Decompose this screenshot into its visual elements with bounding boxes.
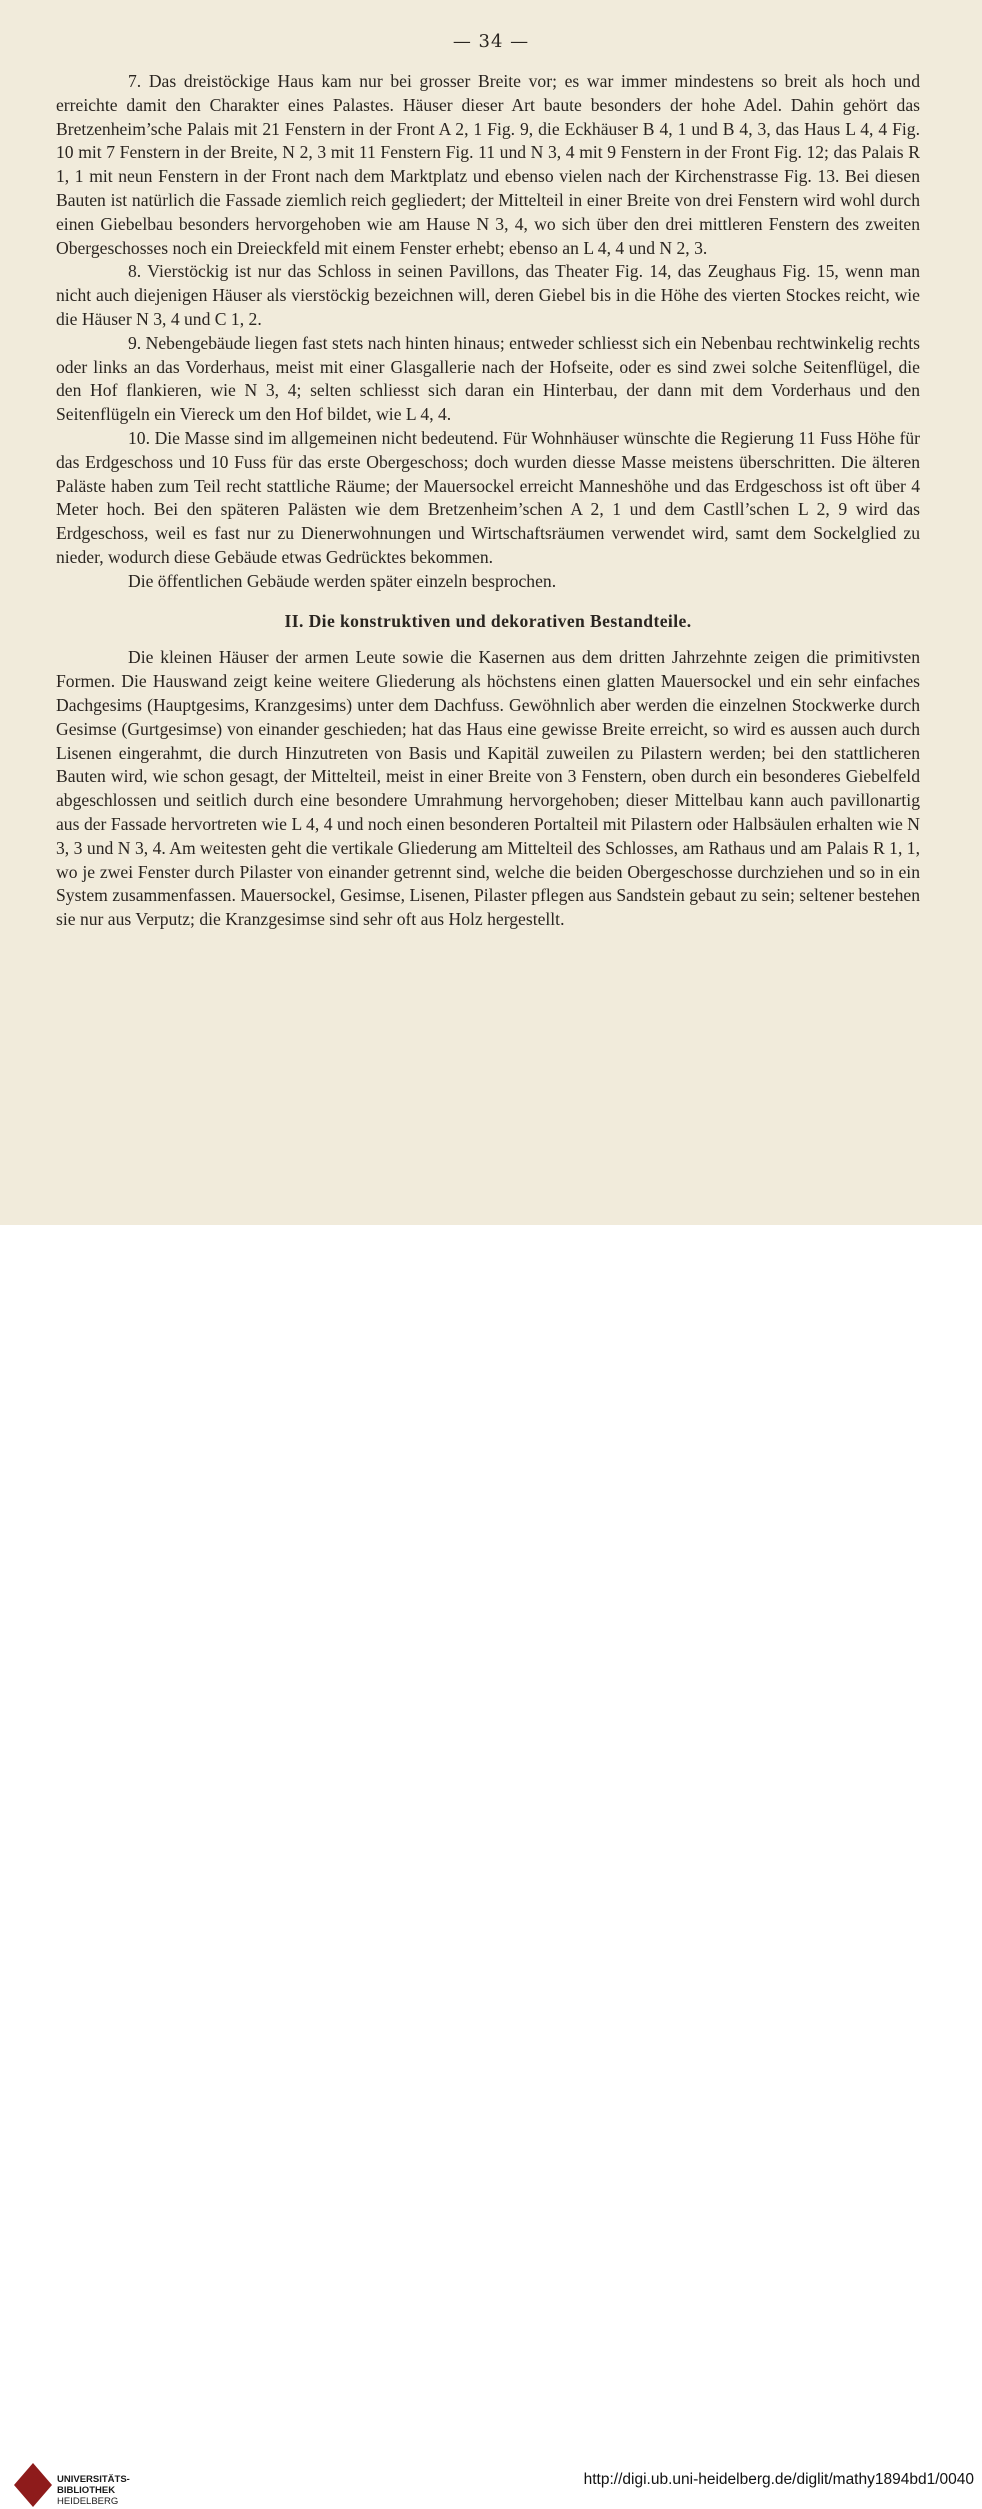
source-url-link[interactable]: http://digi.ub.uni-heidelberg.de/diglit/mathy1894bd1/0040	[583, 2471, 974, 2488]
body-text	[56, 70, 920, 932]
paragraph: 8. Vierstöckig ist nur das Schloss in seinen Pavillons, das Theater Fig. 14, das Zeughaus Fig. 15, wenn man nicht auch diejenigen Häuser als vierstöckig bezeichnen will, deren Giebel bis in die Höhe des vierten Stockes reicht, wie die Häuser N 3, 4 und C 1, 2.	[56, 261, 920, 329]
paragraph: 9. Nebengebäude liegen fast stets nach hinten hinaus; entweder schliesst sich ein Nebenbau rechtwinkelig rechts oder links an das Vorderhaus, meist mit einer Glasgallerie nach der Hofseite, oder es sind zwei solche Seitenflügel, die den Hof flankieren, wie N 3, 4; selten schliesst sich daran ein Hinterbau, der dann mit dem Vorderhaus und den Seitenflügeln ein Viereck um den Hof bildet, wie L 4, 4.	[56, 332, 920, 425]
library-logo-icon	[12, 2461, 54, 2509]
scanned-page	[0, 0, 982, 1225]
paragraph: 7. Das dreistöckige Haus kam nur bei grosser Breite vor; es war immer mindestens so breit als hoch und erreichte damit den Charakter eines Palastes. Häuser dieser Art baute besonders der hohe Adel. Dahin gehört das Bretzenheim’sche Palais mit 21 Fenstern in der Front A 2, 1 Fig. 9, die Eckhäuser B 4, 1 und B 4, 3, das Haus L 4, 4 Fig. 10 mit 7 Fenstern in der Breite, N 2, 3 mit 11 Fenstern Fig. 11 und N 3, 4 mit 9 Fenstern in der Front Fig. 12; das Palais R 1, 1 mit neun Fenstern in der Front nach dem Marktplatz und ebenso vielen nach der Kirchenstrasse Fig. 13. Bei diesen Bauten ist natürlich die Fassade ziemlich reich gegliedert; der Mittelteil in einer Breite von drei Fenstern wird wohl durch einen Giebelbau besonders hervorgehoben wie am Hause N 3, 4, wo sich über den drei mittleren Fenstern des zweiten Obergeschosses noch ein Dreieckfeld mit einem Fenster erhebt; ebenso an L 4, 4 und N 2, 3.	[56, 71, 920, 258]
paragraph: Die öffentlichen Gebäude werden später einzeln besprochen.	[128, 570, 557, 591]
section-heading: II. Die konstruktiven und dekorativen Bestandteile.	[284, 610, 692, 631]
paragraph: 10. Die Masse sind im allgemeinen nicht bedeutend. Für Wohnhäuser wünschte die Regierung 11 Fuss Höhe für das Erdgeschoss und 10 Fuss für das erste Obergeschoss; doch wurden diesse Masse meistens überschritten. Die älteren Paläste haben zum Teil recht stattliche Räume; der Mauersockel erreicht Manneshöhe und das Erdgeschoss ist oft über 4 Meter hoch. Bei den späteren Palästen wie dem Bretzenheim’schen A 2, 1 und dem Castll’schen L 2, 9 wird das Erdgeschoss, weil es fast nur zu Dienerwohnungen und Wirtschaftsräumen verwendet wird, samt dem Sockelglied zu nieder, wodurch diese Gebäude etwas Gedrücktes bekommen.	[56, 427, 920, 567]
library-name	[57, 2474, 130, 2507]
library-name-line: BIBLIOTHEK	[57, 2485, 116, 2496]
library-name-line: UNIVERSITÄTS-	[57, 2474, 130, 2485]
footer-bar	[0, 1225, 982, 2507]
page-number: — 34 —	[452, 31, 530, 52]
library-name-line: HEIDELBERG	[57, 2496, 119, 2507]
paragraph: Die kleinen Häuser der armen Leute sowie die Kasernen aus dem dritten Jahrzehnte zeigen die primitivsten Formen. Die Hauswand zeigt keine weitere Gliederung als höchstens einen glatten Mauersockel und ein sehr einfaches Dachgesims (Hauptgesims, Kranzgesims) unter dem Dachfuss. Gewöhnlich aber werden die einzelnen Stockwerke durch Gesimse (Gurtgesimse) von einander geschieden; hat das Haus eine gewisse Breite erreicht, so wird es aussen auch durch Lisenen eingerahmt, die durch Hinzutreten von Basis und Kapitäl zuweilen zu Pilastern werden; bei den stattlicheren Bauten wird, wie schon gesagt, der Mittelteil, meist in einer Breite von 3 Fenstern, oben durch ein besonderes Giebelfeld abgeschlossen und seitlich durch eine besondere Umrahmung hervorgehoben; dieser Mittelbau kann auch pavillonartig aus der Fassade hervortreten wie L 4, 4 und noch einen besonderen Portalteil mit Pilastern oder Halbsäulen erhalten wie N 3, 3 und N 3, 4. Am weitesten geht die vertikale Gliederung am Mittelteil des Schlosses, am Rathaus und am Palais R 1, 1, wo je zwei Fenster durch Pilaster von einander getrennt sind, welche die beiden Obergeschosse durchziehen und so in ein System zusammenfassen. Mauersockel, Gesimse, Lisenen, Pilaster pflegen aus Sandstein gebaut zu sein; seltener bestehen sie nur aus Verputz; die Kranzgesimse sind sehr oft aus Holz hergestellt.	[56, 647, 920, 930]
